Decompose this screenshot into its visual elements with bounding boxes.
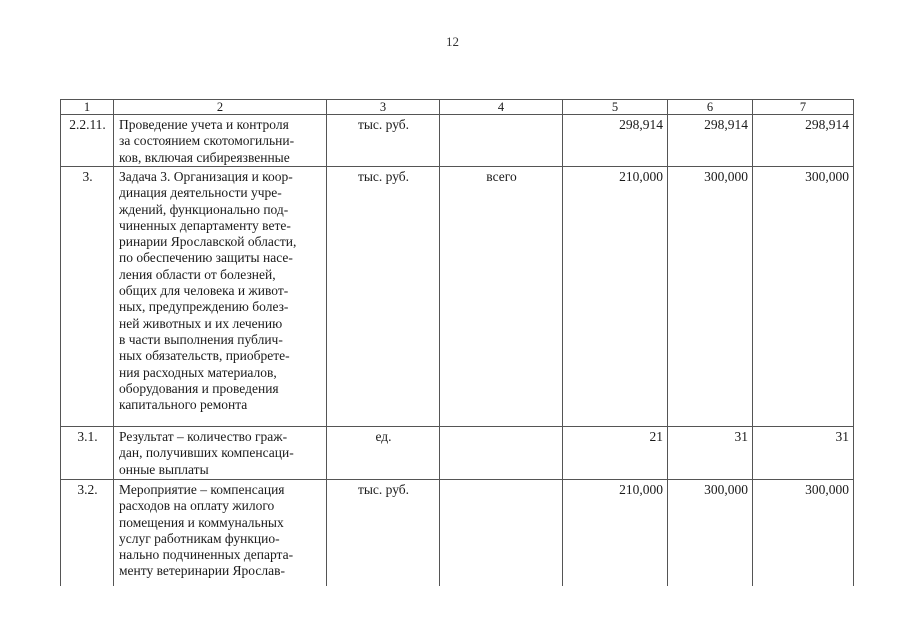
name-line: Проведение учета и контроля [119,117,289,132]
page-number: 12 [446,34,459,49]
column-header: 5 [563,100,668,115]
table-row [61,427,854,480]
name-line: ных обязательств, приобрете- [119,348,290,364]
name-line: ков, включая сибиреязвенные [119,149,290,165]
row-source: всего [440,167,563,427]
name-line: динация деятельности учре- [119,185,282,201]
name-line: капитального ремонта [119,397,248,413]
name-line: дан, получивших компенсаци- [119,445,294,461]
row-value-7: 300,000 [753,480,854,586]
name-line: общих для человека и живот- [119,283,289,299]
name-line: в части выполнения публич- [119,331,283,347]
row-value-5: 21 [563,427,668,480]
row-value-7: 298,914 [753,115,854,167]
table-header-row [61,100,854,115]
row-name [114,427,327,480]
column-header: 7 [753,100,854,115]
name-line: нально подчиненных департа- [119,547,294,563]
name-line: ления области от болезней, [119,266,276,282]
row-source [440,480,563,586]
row-name [114,167,327,427]
row-number: 3.1. [61,427,114,480]
name-line: Задача 3. Организация и коор- [119,169,293,184]
name-line: по обеспечению защиты насе- [119,250,293,266]
data-table [60,99,854,586]
name-line: ней животных и их лечению [119,315,283,331]
column-header: 6 [668,100,753,115]
row-value-5: 298,914 [563,115,668,167]
row-value-6: 300,000 [668,480,753,586]
table-row [61,115,854,167]
name-line: ждений, функционально под- [119,201,289,217]
column-header: 3 [327,100,440,115]
row-source [440,427,563,480]
name-line: менту ветеринарии Ярослав- [119,563,285,579]
row-number: 3. [61,167,114,427]
name-line: Мероприятие – компенсация [119,482,285,497]
row-number: 2.2.11. [61,115,114,167]
column-header: 1 [61,100,114,115]
name-line: ринарии Ярославской области, [119,234,297,250]
name-line: чиненных департаменту вете- [119,217,291,233]
row-value-5: 210,000 [563,167,668,427]
name-line: расходов на оплату жилого [119,498,275,514]
name-line: за состоянием скотомогильни- [119,133,295,149]
row-value-5: 210,000 [563,480,668,586]
row-unit: тыс. руб. [327,480,440,586]
name-line: оборудования и проведения [119,380,279,396]
row-number: 3.2. [61,480,114,586]
row-value-7: 31 [753,427,854,480]
name-line: онные выплаты [119,461,209,477]
row-value-7: 300,000 [753,167,854,427]
table-row [61,167,854,427]
name-line: помещения и коммунальных [119,514,284,530]
column-header: 2 [114,100,327,115]
row-value-6: 31 [668,427,753,480]
name-line: Результат – количество граж- [119,429,288,444]
table-row [61,480,854,586]
row-unit: тыс. руб. [327,115,440,167]
name-line: ния расходных материалов, [119,364,277,380]
row-source [440,115,563,167]
row-name [114,115,327,167]
name-line: услуг работникам функцио- [119,530,280,546]
row-value-6: 298,914 [668,115,753,167]
row-name [114,480,327,586]
column-header: 4 [440,100,563,115]
row-unit: тыс. руб. [327,167,440,427]
row-value-6: 300,000 [668,167,753,427]
name-line: ных, предупреждению болез- [119,299,289,315]
row-unit: ед. [327,427,440,480]
